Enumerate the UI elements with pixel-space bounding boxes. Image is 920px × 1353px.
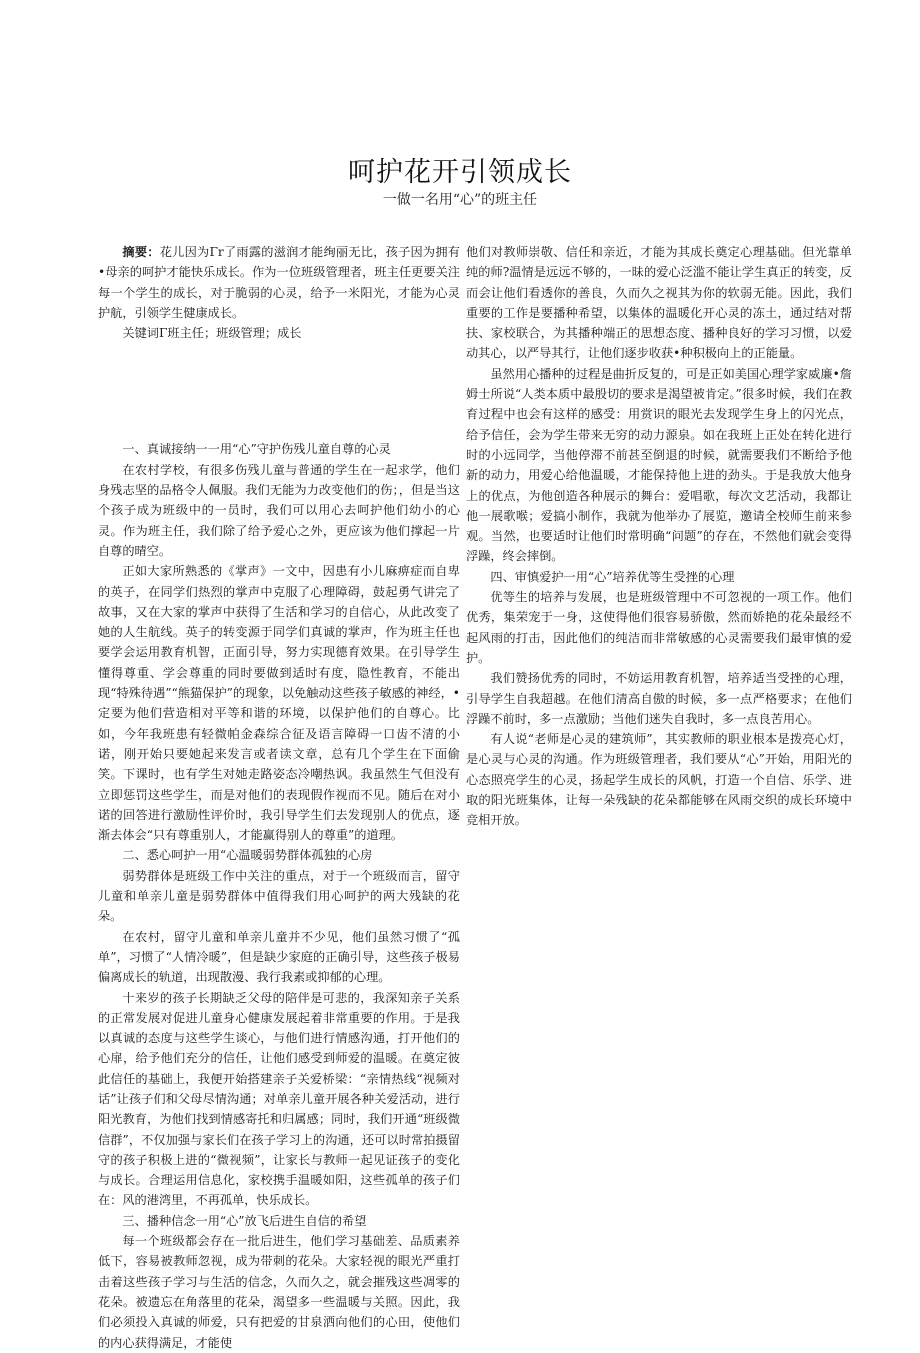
paragraph: 每一个班级都会存在一批后进生，他们学习基础差、品质素养低下，容易被教师忽视，成为带刺的花朵。大家轻视的眼光严重打击着这些孩子学习与生活的信念，久而久之，就会摧残这些凋零的花朵。被遗忘在角落里的花朵，渴望多一些温暖与关照。因此，我们必须投入真诚的师爱，只有把爱的甘泉洒向他们的心田，使他们的内心获得满足，才能使: [98, 1234, 460, 1350]
paragraph: 正如大家所熟悉的《掌声》一文中，因患有小儿麻痹症而自卑的英子，在同学们热烈的掌声中克服了心理障碍，鼓起勇气讲完了故事，又在大家的掌声中获得了生活和学习的自信心，从此改变了她的人生航线。英子的转变源于同学们真诚的掌声，作为班主任也要学会运用教育机智，正面引导，努力实现德育效果。在引导学生懂得尊重、学会尊重的同时要做到适时有度，隐性教育，不能出现“特殊待遇”“熊猫保护”的现象，以免触动这些孩子敏感的神经，•定要为他们营造相对平等和谐的环境，以保护他们的自尊心。比如，今年我班患有轻微帕金森综合征及语言障碍一口齿不清的小诺，刚开始只要她起来发言或者读文章，总有几个学生在下面偷笑。下课时，也有学生对她走路姿态冷嘲热讽。我虽然生气但没有立即惩罚这些学生，而是对他们的表现假作视而不见。随后在对小诺的回答进行激励性评价时，我引导学生们去发现别人的优点，逐渐去体会“只有尊重别人，才能赢得别人的尊重”的道理。: [98, 564, 460, 843]
paragraph-continued: 他们对教师崇敬、信任和亲近，才能为其成长奠定心理基础。但光靠单纯的师?温情是远远不够的，一昧的爱心泛滥不能让学生真正的转变，反而会让他们看透你的善良，久而久之视其为你的软弱无能。因此，我们重要的工作是要播种希望，以集体的温暖化开心灵的冻土，通过结对帮扶、家校联合，为其播种端正的思想态度、播种良好的学习习惯，以爱动其心，以严导其行，让他们逐步收获•种积极向上的正能量。: [466, 245, 852, 361]
abstract-text: 花儿因为Γr了雨露的滋润才能绚丽无比，孩子因为拥有•母亲的呵护才能快乐成长。作为一位班级管理者，班主任更要关注每一个学生的成长，对于脆弱的心灵，给予一米阳光，才能为心灵护航，引领学生健康成长。: [98, 245, 460, 320]
section-heading-1: 一、真诚接纳一一用“心”守护伤残儿童自尊的心灵: [122, 442, 391, 457]
paragraph: 弱势群体是班级工作中关注的重点，对于一个班级而言，留守儿童和单亲儿童是弱势群体中值得我们用心呵护的两大残缺的花朵。: [98, 868, 460, 924]
section-heading-3: 三、播种信念一用“心”放飞后进生自信的希望: [122, 1213, 367, 1228]
paper-title: 呵护花开引领成长: [348, 157, 572, 188]
left-column: [98, 242, 460, 1353]
paragraph: 有人说“老师是心灵的建筑师”，其实教师的职业根本是拨亮心灯，是心灵与心灵的沟通。作为班级管理者，我们要从“心”开始，用阳光的心态照亮学生的心灵，扬起学生成长的风帆，打造一个自信、乐学、进取的阳光班集体，让每一朵残缺的花朵都能够在风雨交织的成长环境中竞相开放。: [466, 732, 852, 828]
paragraph: 在农村，留守儿童和单亲儿童并不少见，他们虽然习惯了“孤单”，习惯了“人情冷暖”，但是缺少家庭的正确引导，这些孩子极易偏离成长的轨道，出现散漫、我行我素或抑郁的心理。: [98, 929, 460, 985]
paragraph: 十来岁的孩子长期缺乏父母的陪伴是可悲的，我深知亲子关系的正常发展对促进儿童身心健康发展起着非常重要的作用。于是我以真诚的态度与这些学生谈心，与他们进行情感沟通，打开他们的心扉，给予他们充分的信任，让他们感受到师爱的温暖。在奠定彼此信任的基础上，我便开始搭建亲子关爱桥梁：“亲情热线“视频对话”让孩子们和父母尽情沟通；对单亲儿童开展各种关爱活动，进行阳光教育，为他们找到情感寄托和归属感；同时，我们开通“班级微信群”，不仅加强与家长们在孩子学习上的沟通，还可以时常拍摄留守的孩子积极上进的“微视频”，让家长与教师一起见证孩子的变化与成长。合理运用信息化，家校携手温暖如阳，这些孤单的孩子们在：风的港湾里，不再孤单，快乐成长。: [98, 990, 460, 1208]
paragraph: 优等生的培养与发展，也是班级管理中不可忽视的一项工作。他们优秀，集荣宠于一身，这使得他们很容易骄傲，然而娇艳的花朵最经不起风雨的打击，因此他们的纯洁而非常敏感的心灵需要我们最审慎的爱护。: [466, 590, 852, 665]
right-column: [466, 242, 852, 831]
paper-subtitle: 一做一名用“心”的班主任: [382, 192, 538, 208]
column-gap: [98, 343, 460, 439]
section-heading-4: 四、审慎爱护一用“心”培养优等生受挫的心理: [490, 569, 735, 584]
paragraph: 我们赞扬优秀的同时，不妨运用教育机智，培养适当受挫的心理，引导学生自我超越。在他们清高自傲的时候，多一点严格要求；在他们浮躁不前时，多一点激励；当他们迷失自我时，多一点良苦用心。: [466, 671, 852, 726]
section-heading-2: 二、悉心呵护一用“心温暖弱势群体孤独的心房: [122, 848, 373, 863]
keywords: 关键词Γ班主任；班级管理；成长: [122, 326, 302, 341]
abstract-label: 摘要：: [122, 245, 160, 259]
abstract: [98, 242, 460, 323]
paragraph: 虽然用心播种的过程是曲折反复的，可是正如美国心理学家威廉•詹姆士所说“人类本质中最殷切的要求是渴望被肯定。”很多时候，我们在教育过程中也会有这样的感受：用赏识的眼光去发现学生身上的闪光点，给予信任，会为学生带来无穷的动力源泉。如在我班上正处在转化进行时的小远同学，当他停滞不前甚至倒退的时候，就需要我们不断给予他新的动力，用爱心给他温暖，才能保持他上进的劲头。于是我放大他身上的优点，为他创造各种展示的舞台：爱唱歌，每次文艺活动，我都让他一展歌喉；爱搞小制作，我就为他举办了展览，邀请全校师生前来参观。当然，也要适时让他们时常明确“问题”的存在，不然他们就会变得浮躁，终会摔倒。: [466, 366, 852, 564]
paragraph: 在农村学校，有很多伤残儿童与普通的学生在一起求学，他们身残志坚的品格令人佩服。我们无能为力改变他们的伤；，但是当这个孩子成为班级中的一员时，我们可以用心去呵护他们幼小的心灵。作为班主任，我们除了给予爱心之外，更应该为他们撑起一片自尊的晴空。: [98, 462, 460, 558]
